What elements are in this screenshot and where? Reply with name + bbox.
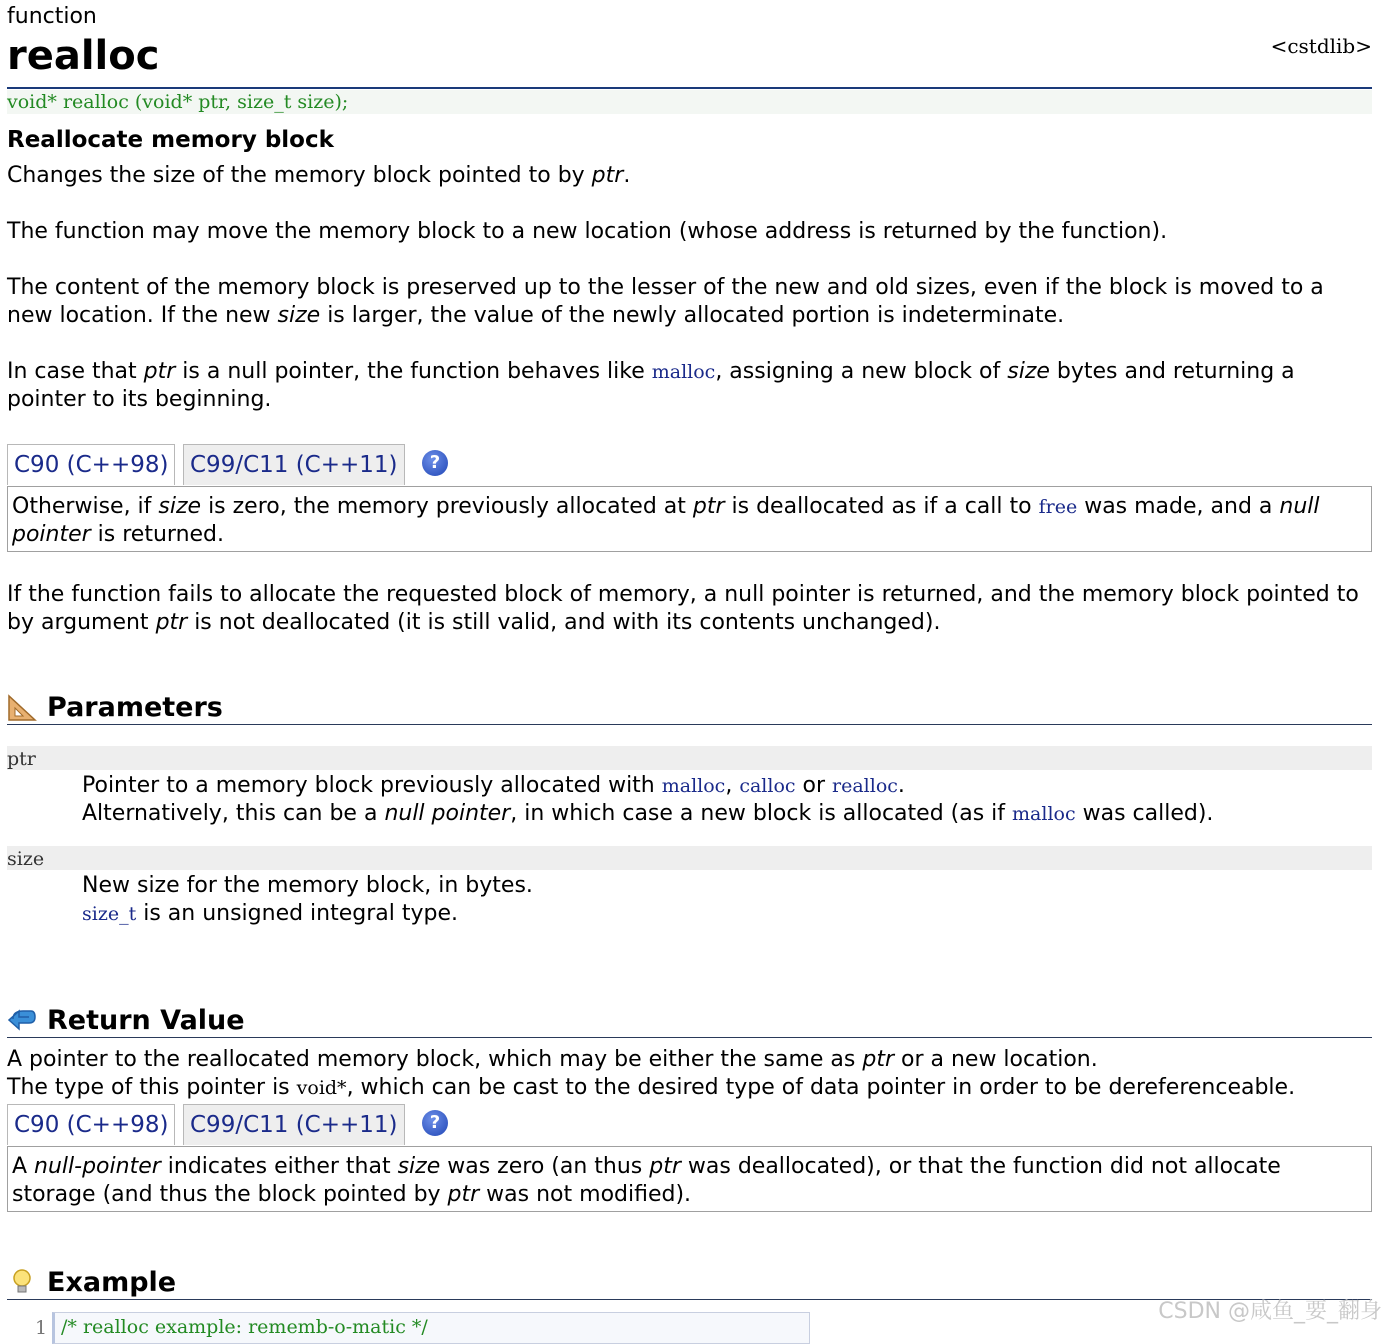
tab-c90[interactable]: C90 (C++98) [7,1104,175,1145]
entry-kind: function [7,4,97,29]
example-section-header [7,1265,1372,1300]
code-line: /* realloc example: rememb-o-matic */ [52,1312,810,1344]
help-icon[interactable]: ? [422,1110,448,1136]
return-value-title: Return Value [47,1005,245,1036]
return-line-2: The type of this pointer is void*, which can be cast to the desired type of data pointer in order to be dereferenceable. [7,1075,1296,1100]
tab-c99[interactable]: C99/C11 (C++11) [183,1104,405,1145]
calloc-link[interactable]: calloc [739,775,796,797]
size-t-link[interactable]: size_t [82,903,137,925]
return-arrow-icon [7,1005,37,1035]
return-value-section-header [7,1003,1372,1038]
version-tabs [7,444,467,486]
subtitle: Reallocate memory block [7,127,334,153]
line-number: 1 [35,1317,48,1339]
example-title: Example [47,1267,177,1298]
desc-paragraph-4: In case that ptr is a null pointer, the function behaves like malloc, assigning a new block of size bytes and returning a pointer to its beginning. [7,359,1295,412]
desc-paragraph-2: The function may move the memory block to a new location (whose address is returned by the function). [7,219,1168,244]
free-link[interactable]: free [1038,496,1078,518]
malloc-link[interactable]: malloc [661,775,726,797]
example-code [7,1312,807,1342]
malloc-link[interactable]: malloc [651,361,716,383]
help-icon[interactable]: ? [422,450,448,476]
ruler-icon [7,692,37,722]
version-tabs [7,1104,467,1146]
lightbulb-icon [7,1267,37,1297]
param-name-size: size [7,846,1372,870]
tab-c99[interactable]: C99/C11 (C++11) [183,444,405,485]
page-title: realloc [7,33,160,79]
realloc-link[interactable]: realloc [832,775,898,797]
return-line-1: A pointer to the reallocated memory block, which may be either the same as ptr or a new location. [7,1047,1098,1072]
header-link[interactable]: <cstdlib> [1270,34,1372,58]
desc-paragraph-3: The content of the memory block is preserved up to the lesser of the new and old sizes, even if the block is moved to a new location. If the new size is larger, the value of the newly allocated portion is indeterminate. [7,275,1324,328]
parameters-title: Parameters [47,692,223,723]
tab-c90[interactable]: C90 (C++98) [7,444,175,485]
prototype: void* realloc (void* ptr, size_t size); [7,90,1372,114]
version-box: A null-pointer indicates either that size was zero (an thus ptr was deallocated), or that the function did not allocate storage (and thus the block pointed by ptr was not modified). [7,1146,1372,1212]
param-name-ptr: ptr [7,746,1372,770]
version-box: Otherwise, if size is zero, the memory previously allocated at ptr is deallocated as if a call to free was made, and a null pointer is returned. [7,486,1372,552]
title-rule [7,87,1372,89]
param-desc-ptr: Pointer to a memory block previously allocated with malloc, calloc or realloc. Alternatively, this can be a null pointer, in which case a new block is allocated (as if malloc was called). [82,773,1214,826]
watermark: CSDN @咸鱼_要_翻身 [1158,1299,1382,1324]
malloc-link[interactable]: malloc [1012,803,1076,825]
desc-paragraph-5: If the function fails to allocate the requested block of memory, a null pointer is returned, and the memory block pointed to by argument ptr is not deallocated (it is still valid, and with its contents unchanged). [7,582,1359,635]
desc-paragraph-1: Changes the size of the memory block pointed to by ptr. [7,163,631,188]
parameters-section-header [7,690,1372,725]
param-desc-size: New size for the memory block, in bytes. size_t is an unsigned integral type. [82,873,533,926]
